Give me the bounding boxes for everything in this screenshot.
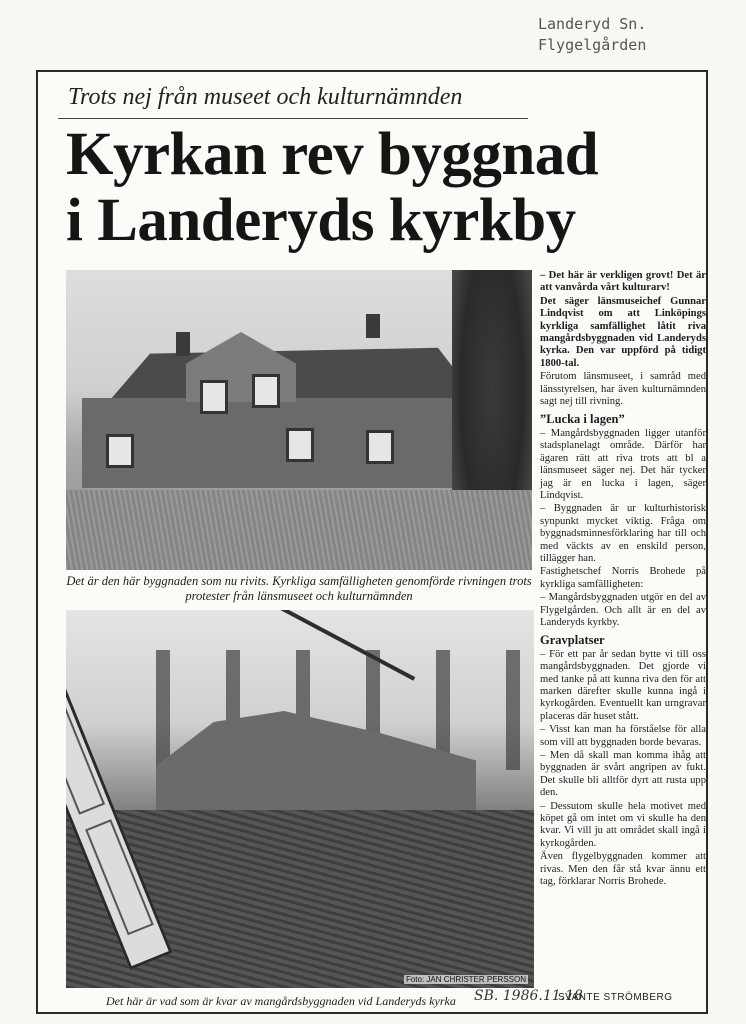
body-paragraph: Även flygelbyggnaden kommer att rivas. Men den får stå kvar ännu ett tag, förklarar Norris Brohede. xyxy=(540,851,706,888)
article-headline xyxy=(66,122,706,254)
body-paragraph: – Men då skall man komma ihåg att byggnaden är svårt angripen av fukt. Det skulle bli alltför dyrt att rusta upp den. xyxy=(540,750,706,799)
demolition-photo-caption: Det här är vad som är kvar av mangårdsbyggnaden vid Landeryds kyrka xyxy=(106,994,456,1008)
subheading: ”Lucka i lagen” xyxy=(540,412,625,427)
body-paragraph: – Byggnaden är ur kulturhistorisk synpunkt mycket viktig. Fråga om byggnadsminnesförklaring har till och med väckts av en enskild person, tillägger han. xyxy=(540,503,706,564)
body-paragraph: – Visst kan man ha förståelse för alla som vill att byggnaden borde bevaras. xyxy=(540,724,706,748)
newspaper-clipping xyxy=(36,70,708,1014)
house-photo xyxy=(66,270,532,570)
body-paragraph: – Mangårdsbyggnaden ligger utanför stadsplanelagt område. Därför har ägaren rätt att riva trots att bl a länsmuseet säger nej. Det här tycker jag är en lucka i lagen, säger Lindqvist. xyxy=(540,427,706,501)
demolition-photo xyxy=(66,610,534,988)
archive-stamp xyxy=(538,14,646,56)
kicker-divider xyxy=(58,118,528,119)
house-photo-caption: Det är den här byggnaden som nu rivits. Kyrkliga samfälligheten genomförde rivningen trots protester från länsmuseet och kulturnämnden xyxy=(66,574,532,603)
photo-credit: Foto: JAN CHRISTER PERSSON xyxy=(405,975,526,984)
headline-line-2: i Landeryds kyrkby xyxy=(66,187,576,254)
handwritten-date: SB. 1986.11.18 xyxy=(474,988,583,1004)
intro-paragraph: Det säger länsmuseichef Gunnar Lindqvist om att Linköpings kyrkliga samfällighet låtit riva mangårdsbyggnaden vid Landeryds kyrka. Den var uppförd på tidigt 1800-tal. xyxy=(540,295,706,369)
body-paragraph: – Mangårdsbyggnaden utgör en del av Flygelgården. Och allt är en del av Landeryds kyrkby. xyxy=(540,592,706,628)
body-paragraph: – Dessutom skulle hela motivet med köpet gå om intet om vi skulle ha den kvar. Vi vill ju att området skall ingå i kyrkogården. xyxy=(540,800,706,849)
article-kicker: Trots nej från museet och kulturnämnden xyxy=(68,84,463,110)
subheading: Gravplatser xyxy=(540,633,605,648)
body-paragraph: Förutom länsmuseet, i samråd med länsstyrelsen, har även kulturnämnden sagt nej till rivning. xyxy=(540,371,706,408)
headline-line-1: Kyrkan rev byggnad xyxy=(66,121,599,188)
body-paragraph: Fastighetschef Norris Brohede på kyrkliga samfälligheten: xyxy=(540,566,706,590)
article-body xyxy=(540,270,706,890)
stamp-line-1: Landeryd Sn. xyxy=(538,15,647,33)
body-paragraph: – För ett par år sedan bytte vi till oss mangårdsbyggnaden. Det gjorde vi med tanke på att kunna riva den för att marken därefter skulle kunna ingå i kyrkogården. Eventuellt kan urngravar placeras där huset stått. xyxy=(540,648,706,722)
intro-quote: – Det här är verkligen grovt! Det är att vanvårda vårt kulturarv! xyxy=(540,270,706,294)
byline: SVANTE STRÖMBERG xyxy=(558,992,673,1003)
stamp-line-2: Flygelgården xyxy=(538,36,647,54)
